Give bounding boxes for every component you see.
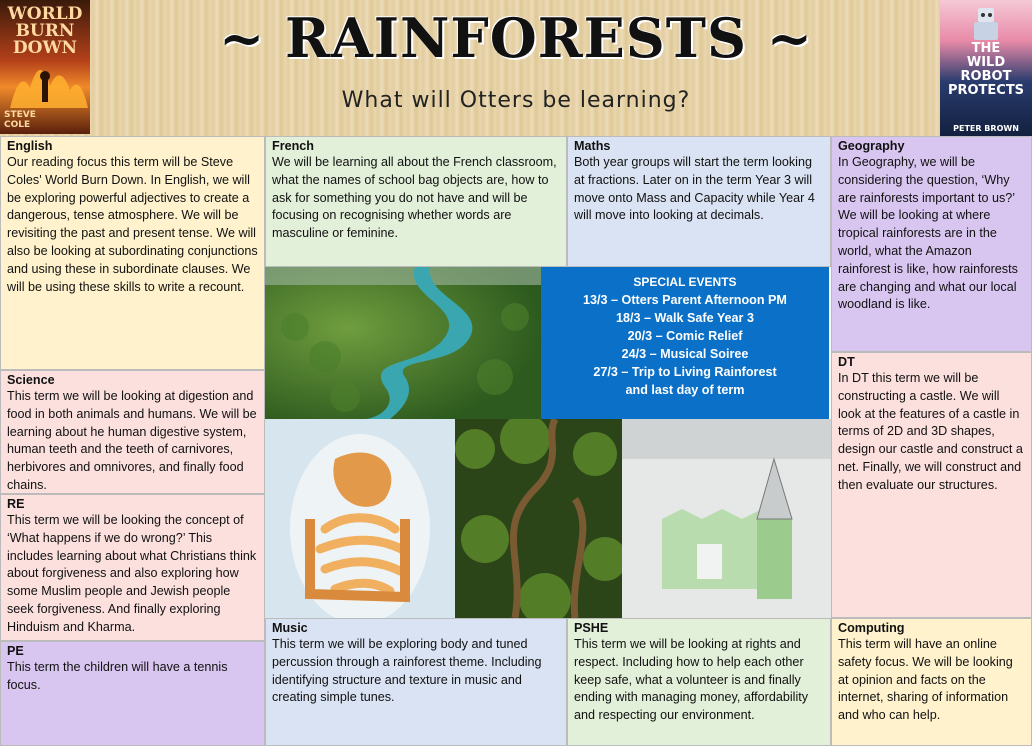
special-events-title: SPECIAL EVENTS bbox=[633, 275, 737, 289]
computing-heading: Computing bbox=[838, 621, 905, 635]
book-title-line: PROTECTS bbox=[947, 83, 1025, 98]
music-heading: Music bbox=[272, 621, 308, 635]
english-heading: English bbox=[7, 139, 53, 153]
special-events-panel bbox=[541, 267, 829, 419]
music-section bbox=[265, 618, 567, 746]
maths-section bbox=[567, 136, 831, 267]
special-event-item: and last day of term bbox=[625, 383, 745, 397]
maths-body: Both year groups will start the term looking at fractions. Later on in the term Year 3 will move onto Mass and Capacity while Year 4 will move into looking at decimals. bbox=[574, 155, 815, 223]
book-cover-wild-robot-protects bbox=[940, 0, 1032, 136]
book-title-line: BURN bbox=[15, 21, 75, 41]
english-body: Our reading focus this term will be Steve Coles' World Burn Down. In English, we will be exploring powerful adjectives to create a dangerous, tense atmosphere. We will be revisiting the past and present tense. We will also be looking at subordinating conjunctions and using these in subordinate clauses. We will be using these skills to write a recount. bbox=[7, 155, 258, 294]
geography-heading: Geography bbox=[838, 139, 905, 153]
book-title-line: WORLD bbox=[7, 4, 83, 24]
dt-body: In DT this term we will be constructing a castle. We will look at the features of a castle in terms of 2D and 3D shapes, design our castle and construct a net. Finally, we will construct and then evaluate our structures. bbox=[838, 371, 1023, 492]
jungle-illustration bbox=[455, 419, 622, 618]
pe-section bbox=[0, 641, 265, 746]
digestive-illustration bbox=[265, 419, 455, 618]
book-title-line: WILD bbox=[966, 55, 1006, 70]
book-cover-world-burn-down bbox=[0, 0, 90, 134]
special-event-item: 13/3 – Otters Parent Afternoon PM bbox=[583, 293, 787, 307]
computing-body: This term will have an online safety focus. We will be looking at opinion and facts on the internet, sharing of information and who can help. bbox=[838, 637, 1013, 723]
re-section bbox=[0, 494, 265, 641]
robot-illustration bbox=[940, 2, 1032, 42]
pshe-heading: PSHE bbox=[574, 621, 609, 635]
pe-body: This term the children will have a tennis focus. bbox=[7, 660, 228, 692]
special-event-item: 18/3 – Walk Safe Year 3 bbox=[616, 311, 754, 325]
rainforest-river-image bbox=[265, 267, 541, 419]
castle-illustration bbox=[622, 419, 831, 618]
page-title: ~ RAINFORESTS ~ bbox=[218, 6, 814, 70]
river-illustration bbox=[265, 267, 541, 419]
flames-illustration bbox=[0, 48, 90, 108]
special-event-item: 20/3 – Comic Relief bbox=[627, 329, 743, 343]
page-subtitle: What will Otters be learning? bbox=[341, 88, 691, 113]
paper-castle-image bbox=[622, 419, 831, 618]
pe-heading: PE bbox=[7, 644, 24, 658]
french-section bbox=[265, 136, 567, 267]
computing-section bbox=[831, 618, 1032, 746]
science-section bbox=[0, 370, 265, 494]
jungle-image bbox=[455, 419, 622, 618]
science-heading: Science bbox=[7, 373, 55, 387]
book-title-line: ROBOT bbox=[960, 69, 1012, 84]
digestive-system-image bbox=[265, 419, 455, 618]
special-event-item: 27/3 – Trip to Living Rainforest bbox=[593, 365, 777, 379]
french-body: We will be learning all about the French classroom, what the names of school bag objects are, how to ask for something you do not have and will be focusing on recognising whether words are masculine or feminine. bbox=[272, 155, 557, 241]
book-author-line: COLE bbox=[4, 120, 31, 130]
book-author-line: STEVE bbox=[4, 110, 36, 120]
re-heading: RE bbox=[7, 497, 25, 511]
re-body: This term we will be looking the concept of ‘What happens if we do wrong?’ This includes learning about what Christians think about forgiveness and also exploring how some Muslim people and Jewish people seek forgiveness. And finally exploring Hinduism and Kharma. bbox=[7, 513, 257, 634]
pshe-section bbox=[567, 618, 831, 746]
book-title-line: DOWN bbox=[12, 38, 78, 58]
maths-heading: Maths bbox=[574, 139, 611, 153]
english-section bbox=[0, 136, 265, 370]
french-heading: French bbox=[272, 139, 314, 153]
book-author: PETER BROWN bbox=[953, 124, 1019, 133]
geography-section bbox=[831, 136, 1032, 352]
book-title-line: THE bbox=[971, 41, 1001, 56]
music-body: This term we will be exploring body and tuned percussion through a rainforest theme. Including identifying structure and texture in music and creating simple tunes. bbox=[272, 637, 542, 705]
science-body: This term we will be looking at digestion and food in both animals and humans. We will be learning about he human digestive system, human teeth and the teeth of carnivores, herbivores and omnivores, and finally food chains. bbox=[7, 389, 257, 492]
pshe-body: This term we will be looking at rights and respect. Including how to help each other keep safe, what a volunteer is and finally ending with managing money, affordability and respecting our environment. bbox=[574, 637, 809, 723]
special-event-item: 24/3 – Musical Soiree bbox=[621, 347, 749, 361]
dt-section bbox=[831, 352, 1032, 618]
dt-heading: DT bbox=[838, 355, 855, 369]
geography-body: In Geography, we will be considering the question, ‘Why are rainforests important to us?’ We will be looking at where tropical rainforests are in the world, what the Amazon rainforest is like, how rainforests are changing and what our local woodland is like. bbox=[838, 155, 1018, 312]
